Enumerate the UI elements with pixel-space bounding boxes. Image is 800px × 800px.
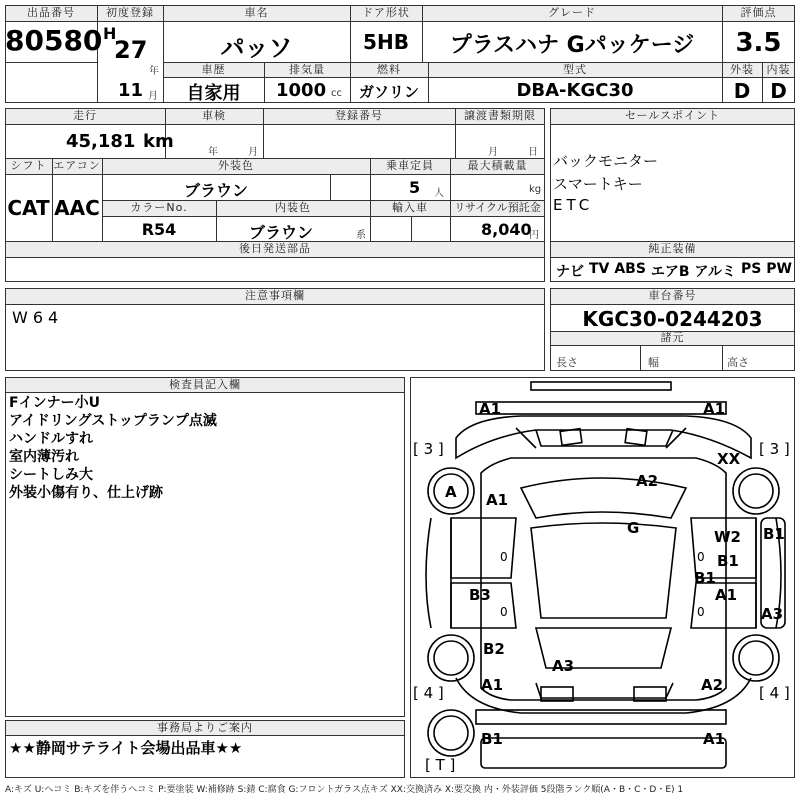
height-label: 高さ bbox=[727, 356, 749, 369]
equipment-tv: TV bbox=[588, 261, 610, 277]
mileage-label: 走行 bbox=[73, 109, 97, 122]
damage-mark: A1 bbox=[481, 676, 504, 694]
registration-label: 登録番号 bbox=[335, 109, 383, 122]
equipment-abs: ABS bbox=[614, 261, 646, 277]
equipment-alloy: アルミ bbox=[694, 264, 736, 280]
damage-mark: 0 bbox=[500, 550, 508, 564]
legend: A:キズ U:ヘコミ B:キズを伴うヘコミ P:要塗装 W:補修跡 S:錆 C:腐食 G:フロントガラス点キズ XX:交換済み X:要交換 内・外装評価 5段階ランク順(A・B・C・D・E) 1 bbox=[5, 785, 684, 795]
length-label: 長さ bbox=[556, 356, 578, 369]
shift: CAT bbox=[7, 196, 50, 220]
inspector-note-3: ハンドルすれ bbox=[9, 431, 93, 447]
model-label: 型式 bbox=[563, 63, 587, 76]
lot-label: 出品番号 bbox=[27, 6, 75, 19]
displacement-label: 排気量 bbox=[289, 63, 325, 76]
inspector-note-6: 外装小傷有り、仕上げ跡 bbox=[9, 485, 163, 501]
damage-mark: B3 bbox=[469, 586, 491, 604]
aircon-label: エアコン bbox=[53, 159, 101, 172]
ext-color-label: 外装色 bbox=[218, 159, 254, 172]
equipment-navi: ナビ bbox=[556, 264, 584, 280]
capacity-label: 乗車定員 bbox=[386, 159, 434, 172]
caution-label: 注意事項欄 bbox=[245, 289, 305, 302]
damage-mark: A2 bbox=[636, 472, 659, 490]
damage-mark: A3 bbox=[761, 605, 784, 623]
damage-mark: B1 bbox=[717, 552, 739, 570]
damage-mark: [ 3 ] bbox=[759, 440, 790, 458]
score: 3.5 bbox=[735, 28, 782, 58]
reg-year: 27 bbox=[114, 36, 148, 64]
load-unit: kg bbox=[529, 184, 542, 195]
recycle-amount: 8,040 bbox=[481, 220, 532, 239]
damage-mark: B1 bbox=[694, 569, 716, 587]
damage-mark: [ 4 ] bbox=[413, 684, 444, 702]
damage-mark: A1 bbox=[715, 586, 738, 604]
sales-point-3: ETC bbox=[553, 196, 594, 214]
history: 自家用 bbox=[186, 83, 241, 104]
reg-month: 11 bbox=[118, 80, 144, 101]
era: H bbox=[103, 24, 117, 43]
damage-mark: A1 bbox=[703, 730, 726, 748]
damage-mark: B1 bbox=[763, 525, 785, 543]
inspector-note-5: シートしみ大 bbox=[9, 467, 93, 483]
damage-mark: [ 4 ] bbox=[759, 684, 790, 702]
displacement-unit: cc bbox=[331, 88, 342, 99]
ext-color: ブラウン bbox=[183, 181, 248, 200]
grade: プラスハナ Gパッケージ bbox=[449, 33, 695, 58]
equipment-pw: PW bbox=[766, 261, 792, 277]
equipment-label: 純正装備 bbox=[648, 242, 697, 255]
inspection-label: 車検 bbox=[202, 109, 226, 122]
score-label: 評価点 bbox=[740, 6, 777, 19]
car-name: パッソ bbox=[220, 34, 293, 62]
office-label: 事務局よりご案内 bbox=[157, 721, 253, 734]
equipment-airbag: エアB bbox=[650, 264, 690, 280]
history-label: 車歴 bbox=[201, 63, 226, 76]
interior-grade: D bbox=[770, 79, 787, 103]
damage-mark: A bbox=[445, 483, 457, 501]
inspector-label: 検査員記入欄 bbox=[169, 378, 241, 391]
chassis-number: KGC30-0244203 bbox=[582, 307, 763, 331]
damage-mark: A2 bbox=[701, 676, 724, 694]
inspection-month-unit: 月 bbox=[248, 147, 258, 158]
shift-label: シフト bbox=[10, 159, 47, 172]
car-name-label: 車名 bbox=[244, 6, 269, 19]
damage-mark: G bbox=[627, 519, 640, 537]
damage-mark: A1 bbox=[486, 491, 509, 509]
damage-mark: B1 bbox=[481, 730, 503, 748]
model-code: DBA-KGC30 bbox=[516, 80, 634, 101]
damage-mark: [ 3 ] bbox=[413, 440, 444, 458]
sales-label: セールスポイント bbox=[624, 109, 720, 122]
color-no-label: カラーNo. bbox=[130, 201, 188, 214]
transfer-day-unit: 日 bbox=[528, 147, 538, 158]
grade-label: グレード bbox=[548, 6, 596, 19]
int-color-unit: 系 bbox=[356, 230, 366, 241]
damage-mark: 0 bbox=[697, 605, 705, 619]
door-label: ドア形状 bbox=[362, 6, 410, 19]
inspector-note-4: 室内薄汚れ bbox=[9, 449, 79, 465]
chassis-label: 車台番号 bbox=[648, 289, 697, 302]
aircon: AAC bbox=[54, 196, 100, 220]
lot-number: 80580 bbox=[5, 24, 103, 57]
recycle-unit: 円 bbox=[529, 230, 539, 241]
inspector-note-1: Fインナー小U bbox=[9, 395, 100, 411]
equipment-list bbox=[556, 261, 792, 281]
car-outline bbox=[411, 378, 794, 777]
transfer-label: 譲渡書類期限 bbox=[464, 109, 536, 122]
displacement: 1000 bbox=[276, 80, 327, 101]
damage-mark: A3 bbox=[552, 657, 575, 675]
exterior-grade-label: 外装 bbox=[730, 63, 754, 76]
exterior-grade: D bbox=[733, 79, 751, 103]
interior-grade-label: 内装 bbox=[766, 63, 791, 76]
year-unit: 年 bbox=[149, 66, 159, 77]
recycle-label: リサイクル預託金 bbox=[454, 201, 541, 214]
damage-mark: A1 bbox=[703, 400, 726, 418]
month-unit: 月 bbox=[148, 91, 158, 102]
dims-label: 諸元 bbox=[660, 331, 685, 344]
first-reg-label: 初度登録 bbox=[106, 6, 154, 19]
equipment-ps: PS bbox=[740, 261, 762, 277]
width-label: 幅 bbox=[648, 356, 659, 369]
capacity: 5 bbox=[409, 178, 421, 197]
damage-mark: [ T ] bbox=[425, 756, 456, 774]
inspector-note-2: アイドリングストップランプ点滅 bbox=[9, 413, 217, 429]
fuel: ガソリン bbox=[358, 83, 419, 101]
mileage: 45,181 bbox=[66, 131, 136, 152]
import-label: 輸入車 bbox=[392, 201, 428, 214]
load-label: 最大積載量 bbox=[467, 159, 528, 172]
later-parts-label: 後日発送部品 bbox=[239, 242, 311, 255]
damage-mark: B2 bbox=[483, 640, 505, 658]
damage-mark: W2 bbox=[714, 528, 741, 546]
transfer-month-unit: 月 bbox=[488, 147, 498, 158]
int-color: ブラウン bbox=[248, 223, 313, 242]
damage-mark: 0 bbox=[500, 605, 508, 619]
sales-point-1: バックモニター bbox=[553, 152, 659, 170]
mileage-unit: km bbox=[143, 131, 174, 152]
sales-point-2: スマートキー bbox=[553, 175, 643, 193]
inspection-year-unit: 年 bbox=[208, 147, 218, 158]
damage-mark: 0 bbox=[697, 550, 705, 564]
color-no: R54 bbox=[141, 220, 177, 239]
door-type: 5HB bbox=[363, 30, 409, 54]
capacity-unit: 人 bbox=[434, 188, 444, 199]
office-text: ★★静岡サテライト会場出品車★★ bbox=[9, 739, 243, 757]
int-color-label: 内装色 bbox=[275, 201, 311, 214]
damage-mark: A1 bbox=[479, 400, 502, 418]
damage-mark: XX bbox=[717, 450, 741, 468]
damage-diagram bbox=[410, 377, 795, 778]
caution-text: W64 bbox=[12, 308, 64, 327]
fuel-label: 燃料 bbox=[377, 63, 401, 76]
